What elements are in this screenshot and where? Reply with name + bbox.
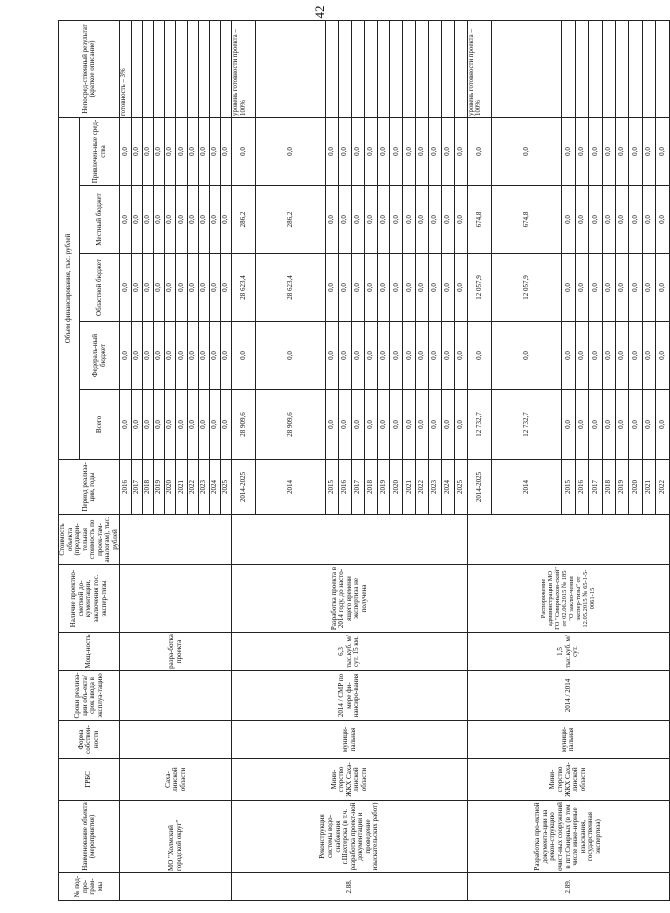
zero-cell: 0,0 <box>187 186 198 254</box>
result-empty <box>142 20 153 117</box>
zero-cell: 0,0 <box>209 186 220 254</box>
zero-cell: 0,0 <box>209 254 220 322</box>
zero-cell: 0,0 <box>575 322 588 390</box>
year-cell: 2023 <box>429 460 442 515</box>
district-cost <box>120 515 232 565</box>
result-empty <box>176 20 187 117</box>
year-cell: 2016 <box>120 460 131 515</box>
zero-cell: 0,0 <box>131 117 142 185</box>
zero-cell: 0,0 <box>153 186 164 254</box>
zero-cell: 0,0 <box>589 186 602 254</box>
year-cell: 2024 <box>209 460 220 515</box>
year-cell: 2018 <box>142 460 153 515</box>
district-terms <box>120 671 232 721</box>
zero-cell: 0,0 <box>165 322 176 390</box>
result-empty <box>642 20 655 117</box>
zero-cell: 0,0 <box>153 254 164 322</box>
zero-cell: 0,0 <box>187 390 198 460</box>
district-docs <box>120 565 232 633</box>
zero-cell: 0,0 <box>142 186 153 254</box>
year-cell: 2019 <box>616 460 629 515</box>
year-cell: 2017 <box>351 460 364 515</box>
zero-cell: 0,0 <box>351 186 364 254</box>
district-grbs: Саха-линской области <box>120 759 232 801</box>
zero-cell: 0,0 <box>377 254 390 322</box>
header-terms: Сроки реализа-ции объ-екта/срок ввода в эксплуа-тацию <box>59 671 120 721</box>
zero-cell: 0,0 <box>221 186 232 254</box>
zero-cell: 0,0 <box>187 117 198 185</box>
zero-cell: 0,0 <box>403 254 416 322</box>
project-288-docs: Разработка проекта в 2014 году, до насто-ящего времени экспертиза не получена <box>232 565 467 633</box>
zero-cell: 0,0 <box>629 390 642 460</box>
result-empty <box>377 20 390 117</box>
project-288-grbs: Мини-стерство ЖКХ Саха-линской области <box>232 759 467 801</box>
result-empty <box>656 20 669 117</box>
zero-cell: 0,0 <box>198 254 209 322</box>
zero-cell: 0,0 <box>403 322 416 390</box>
year-cell: 2022 <box>656 460 669 515</box>
zero-cell: 0,0 <box>165 117 176 185</box>
project-288-result: уровень готовности проекта – 100% <box>232 20 256 117</box>
local-summary: 286,2 <box>232 186 256 254</box>
zero-cell: 0,0 <box>629 186 642 254</box>
zero-cell: 0,0 <box>120 322 131 390</box>
result-empty <box>390 20 403 117</box>
local-summary: 674,8 <box>467 186 492 254</box>
zero-cell: 0,0 <box>562 322 575 390</box>
zero-cell: 0,0 <box>364 322 377 390</box>
zero-cell: 0,0 <box>656 186 669 254</box>
zero-cell: 0,0 <box>165 186 176 254</box>
zero-cell: 0,0 <box>377 390 390 460</box>
district-name: МО "Холмский городской округ" <box>120 801 232 873</box>
page-number: 42 <box>312 5 327 19</box>
zero-cell: 0,0 <box>198 186 209 254</box>
zero-cell: 0,0 <box>562 390 575 460</box>
zero-cell: 0,0 <box>377 117 390 185</box>
year-cell: 2021 <box>642 460 655 515</box>
result-empty <box>165 20 176 117</box>
zero-cell: 0,0 <box>442 186 455 254</box>
zero-cell: 0,0 <box>351 390 364 460</box>
zero-cell: 0,0 <box>562 254 575 322</box>
district-num <box>120 873 232 901</box>
zero-cell: 0,0 <box>642 390 655 460</box>
project-289-terms: 2014 / 2014 <box>467 671 669 721</box>
project-289-grbs: Мини-стерство ЖКХ Саха-линской области <box>467 759 669 801</box>
zero-cell: 0,0 <box>616 254 629 322</box>
zero-cell: 0,0 <box>629 117 642 185</box>
zero-cell: 0,0 <box>221 390 232 460</box>
result-empty <box>338 20 351 117</box>
zero-cell: 0,0 <box>589 117 602 185</box>
district-result: готовность – 3% <box>120 20 131 117</box>
result-empty <box>209 20 220 117</box>
zero-cell: 0,0 <box>416 254 429 322</box>
year-cell: 2020 <box>390 460 403 515</box>
year-cell: 2015 <box>562 460 575 515</box>
project-289-capacity: 1,5 тыс.куб. м/сут. <box>467 633 669 671</box>
header-cost: Стоимость объекта (предвари-тельная стоимость по проек-там-аналогам), тыс. рублей <box>59 515 120 565</box>
zero-cell: 0,0 <box>209 117 220 185</box>
zero-cell: 0,0 <box>454 390 467 460</box>
result-empty <box>454 20 467 117</box>
zero-cell: 0,0 <box>403 390 416 460</box>
zero-cell: 0,0 <box>131 186 142 254</box>
project-288-terms: 2014 / СМР по мере фи-нансиро-вания <box>232 671 467 721</box>
project-289-num: 2.89. <box>467 873 669 901</box>
zero-cell: 0,0 <box>153 322 164 390</box>
header-period: Период реализа-ции, годы <box>59 460 120 515</box>
project-288-group <box>232 20 467 900</box>
year-cell: 2018 <box>602 460 615 515</box>
zero-cell: 0,0 <box>209 390 220 460</box>
zero-cell: 0,0 <box>429 186 442 254</box>
zero-cell: 0,0 <box>176 186 187 254</box>
zero-cell: 0,0 <box>602 390 615 460</box>
project-289-result: уровень готовности проекта – 100% <box>467 20 492 117</box>
other-2014: 0,0 <box>255 117 325 185</box>
zero-cell: 0,0 <box>351 322 364 390</box>
header-name: Наименование объекта (мероприятия) <box>59 801 120 873</box>
result-empty <box>403 20 416 117</box>
zero-cell: 0,0 <box>165 254 176 322</box>
zero-cell: 0,0 <box>442 322 455 390</box>
zero-cell: 0,0 <box>429 117 442 185</box>
zero-cell: 0,0 <box>338 390 351 460</box>
zero-cell: 0,0 <box>562 117 575 185</box>
zero-cell: 0,0 <box>377 322 390 390</box>
other-summary: 0,0 <box>467 117 492 185</box>
year-cell: 2021 <box>403 460 416 515</box>
project-289-docs: Распоряжение администрации МО ГО "Смирныхов-ский" от 02.06.2015 № 185 "О заклю-чении экспер-тизы" от 12.05.2015 № 65-1-5-0061-15 <box>467 565 669 633</box>
result-empty <box>221 20 232 117</box>
project-289-ownership: муници-пальная <box>467 721 669 759</box>
district-capacity: разра-ботка проекта <box>120 633 232 671</box>
district-group <box>120 20 232 900</box>
zero-cell: 0,0 <box>602 254 615 322</box>
zero-cell: 0,0 <box>642 117 655 185</box>
zero-cell: 0,0 <box>642 254 655 322</box>
zero-cell: 0,0 <box>390 390 403 460</box>
project-289-name: Разработка про-ектной документа-ции на рекон-струкцию очист-ных сооружений в пгт.Смирных (в том числе инже-нерные изыскания, государственная экспертиза) <box>467 801 669 873</box>
zero-cell: 0,0 <box>165 390 176 460</box>
zero-cell: 0,0 <box>575 390 588 460</box>
header-num: № под-про-грам-мы <box>59 873 120 901</box>
zero-cell: 0,0 <box>198 390 209 460</box>
zero-cell: 0,0 <box>198 117 209 185</box>
result-empty <box>187 20 198 117</box>
zero-cell: 0,0 <box>656 254 669 322</box>
zero-cell: 0,0 <box>442 390 455 460</box>
zero-cell: 0,0 <box>153 117 164 185</box>
funding-table <box>58 20 670 901</box>
zero-cell: 0,0 <box>602 322 615 390</box>
project-289-cost <box>467 515 669 565</box>
zero-cell: 0,0 <box>575 254 588 322</box>
zero-cell: 0,0 <box>131 322 142 390</box>
result-empty <box>153 20 164 117</box>
year-cell: 2025 <box>221 460 232 515</box>
year-cell: 2019 <box>153 460 164 515</box>
period-summary: 2014-2025 <box>467 460 492 515</box>
zero-cell: 0,0 <box>325 254 338 322</box>
result-empty <box>416 20 429 117</box>
year-cell: 2018 <box>364 460 377 515</box>
zero-cell: 0,0 <box>562 186 575 254</box>
zero-cell: 0,0 <box>120 254 131 322</box>
zero-cell: 0,0 <box>454 254 467 322</box>
zero-cell: 0,0 <box>325 390 338 460</box>
zero-cell: 0,0 <box>176 322 187 390</box>
zero-cell: 0,0 <box>364 186 377 254</box>
header-docs: Наличие проектно-сметной до-кументации, заключения гос. экспер-тизы <box>59 565 120 633</box>
project-289-group <box>467 20 669 900</box>
result-empty <box>325 20 338 117</box>
regional-2014: 28 623,4 <box>255 254 325 322</box>
zero-cell: 0,0 <box>325 117 338 185</box>
total-2014: 12 732,7 <box>492 390 562 460</box>
zero-cell: 0,0 <box>589 322 602 390</box>
zero-cell: 0,0 <box>454 186 467 254</box>
zero-cell: 0,0 <box>616 390 629 460</box>
zero-cell: 0,0 <box>131 390 142 460</box>
zero-cell: 0,0 <box>656 322 669 390</box>
year-cell: 2022 <box>416 460 429 515</box>
header-regional: Областной бюджет <box>80 254 120 322</box>
zero-cell: 0,0 <box>364 390 377 460</box>
result-empty <box>198 20 209 117</box>
zero-cell: 0,0 <box>442 254 455 322</box>
zero-cell: 0,0 <box>209 322 220 390</box>
year-cell: 2016 <box>575 460 588 515</box>
header-funding: Объем финансирования, тыс. рублей <box>59 117 80 459</box>
zero-cell: 0,0 <box>120 390 131 460</box>
zero-cell: 0,0 <box>187 254 198 322</box>
zero-cell: 0,0 <box>198 322 209 390</box>
header-federal: Федераль-ный бюджет <box>80 322 120 390</box>
year-cell: 2020 <box>629 460 642 515</box>
zero-cell: 0,0 <box>616 117 629 185</box>
zero-cell: 0,0 <box>176 117 187 185</box>
regional-2014: 12 057,9 <box>492 254 562 322</box>
zero-cell: 0,0 <box>629 254 642 322</box>
total-summary: 28 909,6 <box>232 390 256 460</box>
zero-cell: 0,0 <box>221 322 232 390</box>
zero-cell: 0,0 <box>351 254 364 322</box>
zero-cell: 0,0 <box>589 390 602 460</box>
regional-summary: 12 057,9 <box>467 254 492 322</box>
header-total: Всего <box>80 390 120 460</box>
zero-cell: 0,0 <box>364 254 377 322</box>
zero-cell: 0,0 <box>142 390 153 460</box>
zero-cell: 0,0 <box>575 117 588 185</box>
zero-cell: 0,0 <box>325 186 338 254</box>
result-empty <box>429 20 442 117</box>
zero-cell: 0,0 <box>325 322 338 390</box>
result-empty <box>364 20 377 117</box>
year-cell: 2020 <box>165 460 176 515</box>
zero-cell: 0,0 <box>221 254 232 322</box>
federal-summary: 0,0 <box>467 322 492 390</box>
total-2014: 28 909,6 <box>255 390 325 460</box>
zero-cell: 0,0 <box>616 186 629 254</box>
header-ownership: Форма собствен-ности <box>59 721 120 759</box>
zero-cell: 0,0 <box>221 117 232 185</box>
zero-cell: 0,0 <box>642 322 655 390</box>
zero-cell: 0,0 <box>187 322 198 390</box>
zero-cell: 0,0 <box>377 186 390 254</box>
period-2014: 2014 <box>255 460 325 515</box>
local-2014: 286,2 <box>255 186 325 254</box>
total-summary: 12 732,7 <box>467 390 492 460</box>
zero-cell: 0,0 <box>338 322 351 390</box>
result-empty <box>616 20 629 117</box>
zero-cell: 0,0 <box>403 117 416 185</box>
year-cell: 2019 <box>377 460 390 515</box>
federal-2014: 0,0 <box>255 322 325 390</box>
zero-cell: 0,0 <box>575 186 588 254</box>
zero-cell: 0,0 <box>416 390 429 460</box>
zero-cell: 0,0 <box>390 186 403 254</box>
result-empty <box>255 20 325 117</box>
year-cell: 2025 <box>454 460 467 515</box>
year-cell: 2021 <box>176 460 187 515</box>
zero-cell: 0,0 <box>416 186 429 254</box>
zero-cell: 0,0 <box>656 390 669 460</box>
project-288-name: Реконструкция системы водо-снабжения г.Шахтерска (в т.ч. разработка проект-ной документации и проведение изыскательских работ) <box>232 801 467 873</box>
zero-cell: 0,0 <box>454 117 467 185</box>
year-cell: 2022 <box>187 460 198 515</box>
result-empty <box>589 20 602 117</box>
zero-cell: 0,0 <box>120 186 131 254</box>
zero-cell: 0,0 <box>338 117 351 185</box>
zero-cell: 0,0 <box>429 254 442 322</box>
zero-cell: 0,0 <box>364 117 377 185</box>
zero-cell: 0,0 <box>642 186 655 254</box>
header-grbs: ГРБС <box>59 759 120 801</box>
zero-cell: 0,0 <box>390 322 403 390</box>
period-2014: 2014 <box>492 460 562 515</box>
header-local: Местный бюджет <box>80 186 120 254</box>
project-288-ownership: муници-пальная <box>232 721 467 759</box>
federal-2014: 0,0 <box>492 322 562 390</box>
period-summary: 2014-2025 <box>232 460 256 515</box>
zero-cell: 0,0 <box>142 254 153 322</box>
zero-cell: 0,0 <box>602 186 615 254</box>
project-288-capacity: 6,3 тыс.куб. м/сут. 15 км. <box>232 633 467 671</box>
zero-cell: 0,0 <box>589 254 602 322</box>
result-empty <box>562 20 575 117</box>
zero-cell: 0,0 <box>142 117 153 185</box>
year-cell: 2017 <box>131 460 142 515</box>
zero-cell: 0,0 <box>416 117 429 185</box>
result-empty <box>602 20 615 117</box>
zero-cell: 0,0 <box>351 117 364 185</box>
year-cell: 2016 <box>338 460 351 515</box>
zero-cell: 0,0 <box>656 117 669 185</box>
zero-cell: 0,0 <box>454 322 467 390</box>
zero-cell: 0,0 <box>416 322 429 390</box>
zero-cell: 0,0 <box>429 390 442 460</box>
local-2014: 674,8 <box>492 186 562 254</box>
year-cell: 2017 <box>589 460 602 515</box>
zero-cell: 0,0 <box>629 322 642 390</box>
other-2014: 0,0 <box>492 117 562 185</box>
zero-cell: 0,0 <box>442 117 455 185</box>
zero-cell: 0,0 <box>403 186 416 254</box>
zero-cell: 0,0 <box>131 254 142 322</box>
project-288-cost <box>232 515 467 565</box>
zero-cell: 0,0 <box>338 186 351 254</box>
header-result: Непосред-ственный результат (краткое описание) <box>59 20 120 117</box>
zero-cell: 0,0 <box>616 322 629 390</box>
zero-cell: 0,0 <box>176 254 187 322</box>
header-capacity: Мощ-ность <box>59 633 120 671</box>
project-288-num: 2.88. <box>232 873 467 901</box>
year-cell: 2015 <box>325 460 338 515</box>
zero-cell: 0,0 <box>602 117 615 185</box>
result-empty <box>492 20 562 117</box>
zero-cell: 0,0 <box>338 254 351 322</box>
result-empty <box>629 20 642 117</box>
year-cell: 2024 <box>442 460 455 515</box>
other-summary: 0,0 <box>232 117 256 185</box>
result-empty <box>351 20 364 117</box>
result-empty <box>442 20 455 117</box>
zero-cell: 0,0 <box>176 390 187 460</box>
header-other: Привлечен-ные сред-ства <box>80 117 120 185</box>
zero-cell: 0,0 <box>390 254 403 322</box>
federal-summary: 0,0 <box>232 322 256 390</box>
result-empty <box>131 20 142 117</box>
regional-summary: 28 623,4 <box>232 254 256 322</box>
district-ownership <box>120 721 232 759</box>
result-empty <box>575 20 588 117</box>
zero-cell: 0,0 <box>153 390 164 460</box>
zero-cell: 0,0 <box>120 117 131 185</box>
zero-cell: 0,0 <box>390 117 403 185</box>
zero-cell: 0,0 <box>429 322 442 390</box>
year-cell: 2023 <box>198 460 209 515</box>
zero-cell: 0,0 <box>142 322 153 390</box>
